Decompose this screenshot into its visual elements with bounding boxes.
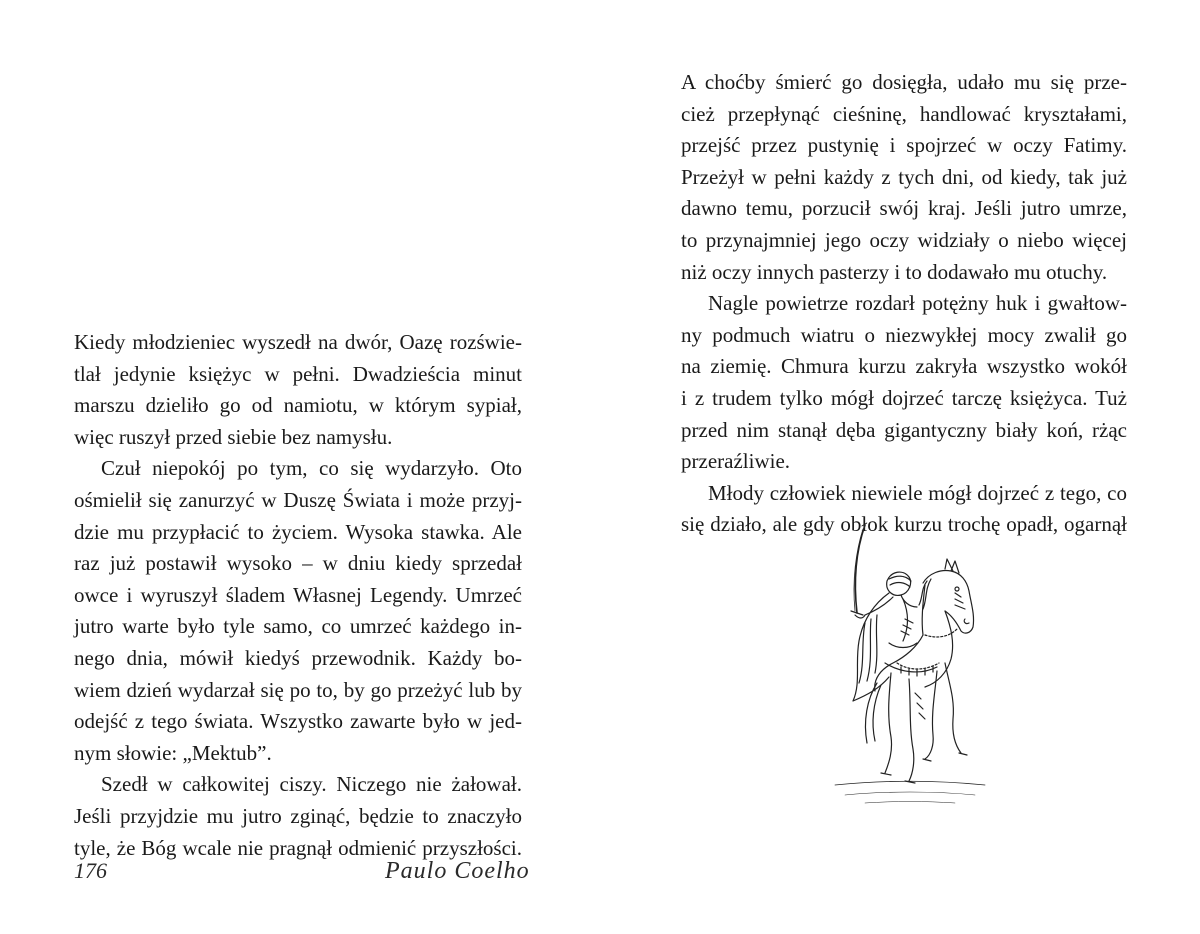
- text-line: dawno temu, porzucił swój kraj. Jeśli jutro umrze,: [681, 196, 1127, 221]
- text-line: Przeżył w pełni każdy z tych dni, od kiedy, tak już: [681, 164, 1127, 189]
- text-line: więc ruszył przed siebie bez namysłu.: [74, 424, 393, 449]
- text-line: niż oczy innych pasterzy i to dodawało mu otuchy.: [681, 259, 1108, 284]
- text-line: Czuł niepokój po tym, co się wydarzyło. Oto: [101, 456, 522, 481]
- text-line: na ziemię. Chmura kurzu zakryła wszystko wokół: [681, 354, 1127, 379]
- text-line: odejść z tego świata. Wszystko zawarte było w jed-: [74, 709, 522, 734]
- text-line: jutro warte było tyle samo, co umrzeć każdego in-: [74, 614, 522, 639]
- text-line: Szedł w całkowitej ciszy. Niczego nie żałował.: [101, 772, 522, 797]
- text-line: przeraźliwie.: [681, 449, 791, 474]
- paragraph: [74, 327, 522, 453]
- horseman-with-sword-illustration: [805, 523, 1005, 813]
- text-line: dzie mu przypłacić to życiem. Wysoka stawka. Ale: [74, 519, 522, 544]
- right-page: [600, 0, 1200, 934]
- paragraph: [74, 453, 522, 769]
- text-line: nego dnia, mówił kiedyś przewodnik. Każdy bo-: [74, 645, 522, 670]
- text-line: A choćby śmierć go dosięgła, udało mu się prze-: [681, 70, 1127, 94]
- text-line: Młody człowiek niewiele mógł dojrzeć z tego, co: [708, 480, 1127, 505]
- text-line: marszu dzieliło go od namiotu, w którym sypiał,: [74, 393, 522, 418]
- text-line: wiem dzień wydarzał się po to, by go przeżyć lub by: [74, 677, 522, 702]
- paragraph: [681, 288, 1127, 478]
- text-line: ośmielił się zanurzyć w Duszę Świata i może przyj-: [74, 487, 522, 512]
- text-line: nym słowie: „Mektub”.: [74, 740, 272, 765]
- text-line: przejść przez pustynię i spojrzeć w oczy Fatimy.: [681, 133, 1127, 158]
- page-number: 176: [74, 858, 107, 883]
- text-line: raz już postawił wysoko – w dniu kiedy sprzedał: [74, 551, 522, 576]
- text-line: Nagle powietrze rozdarł potężny huk i gwałtow-: [708, 291, 1127, 316]
- text-line: to przynajmniej jego oczy widziały o niebo więcej: [681, 227, 1127, 252]
- text-line: owce i wyruszył śladem Własnej Legendy. Umrzeć: [74, 582, 522, 607]
- text-line: Kiedy młodzieniec wyszedł na dwór, Oazę rozświe-: [74, 330, 522, 354]
- running-footer-author: Paulo Coelho: [385, 858, 530, 884]
- horseman-illustration-drawing: [805, 523, 1005, 813]
- text-line: tlał jedynie księżyc w pełni. Dwadzieścia minut: [74, 361, 522, 386]
- paragraph: [74, 769, 522, 864]
- text-line: przed nim stanął dęba gigantyczny biały koń, rżąc: [681, 417, 1127, 442]
- left-page-text: [74, 327, 522, 864]
- text-line: cież przepłynąć cieśninę, handlować kryształami,: [681, 101, 1127, 126]
- text-line: i z trudem tylko mógł dojrzeć tarczę księżyca. Tuż: [681, 385, 1127, 410]
- paragraph: [681, 67, 1127, 288]
- text-line: tyle, że Bóg wcale nie pragnął odmienić przyszłości.: [74, 835, 522, 860]
- text-line: ny podmuch wiatru o niezwykłej mocy zwalił go: [681, 322, 1127, 347]
- text-line: Jeśli przyjdzie mu jutro zginąć, będzie to znaczyło: [74, 803, 522, 828]
- text-line: się działo, ale gdy obłok kurzu trochę opadł, ogarnął: [681, 512, 1127, 537]
- right-page-text: [681, 67, 1127, 541]
